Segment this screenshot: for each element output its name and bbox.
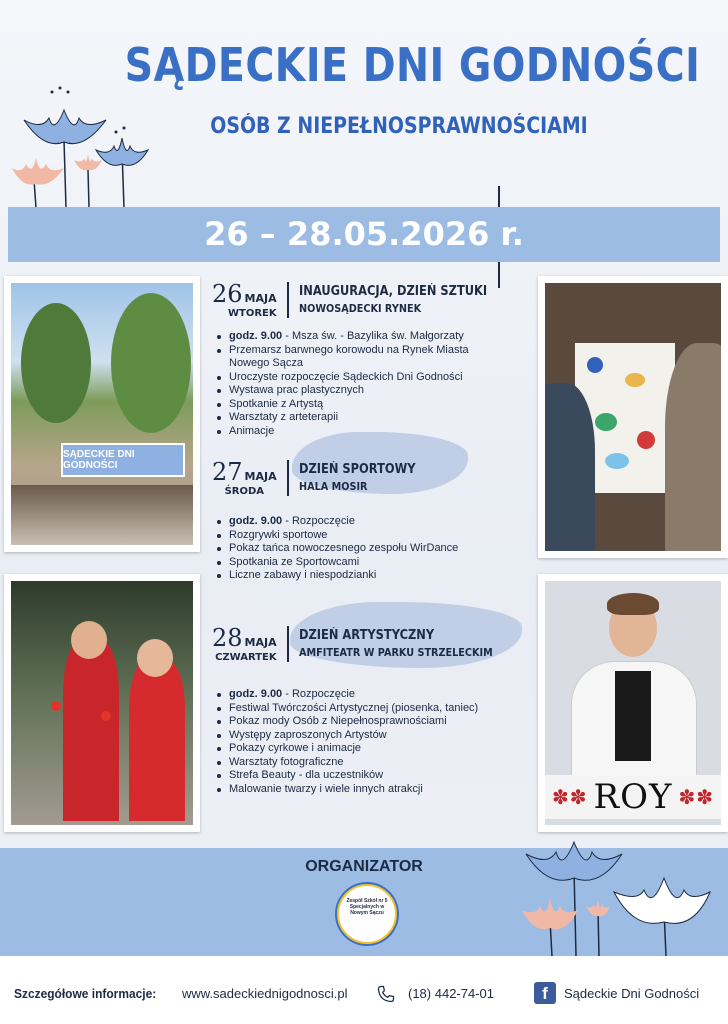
day-month: MAJA [244, 470, 277, 483]
page-title: SĄDECKIE DNI GODNOŚCI [124, 38, 701, 92]
program-item: Występy zaproszonych Artystów [216, 729, 516, 743]
event-title: DZIEŃ SPORTOWY [298, 462, 416, 477]
page-subtitle: OSÓB Z NIEPEŁNOSPRAWNOŚCIAMI [210, 114, 588, 139]
artist-name: ROY [593, 777, 673, 817]
program-item: Pokaz mody Osób z Niepełnosprawnościami [216, 715, 516, 729]
program-item: Uroczyste rozpoczęcie Sądeckich Dni Godności [216, 371, 506, 385]
program-item: Wystawa prac plastycznych [216, 384, 506, 398]
day-27-program [216, 515, 506, 583]
program-item: Animacje [216, 425, 506, 439]
program-item: godz. 9.00 - Rozpoczęcie [216, 515, 506, 529]
program-item: Strefa Beauty - dla uczestników [216, 769, 516, 783]
roy-ornament-icon: ✽✽ [552, 785, 588, 809]
event-place: NOWOSĄDECKI RYNEK [298, 302, 421, 315]
phone-number[interactable]: (18) 442-74-01 [408, 986, 494, 1001]
program-item: godz. 9.00 - Rozpoczęcie [216, 688, 516, 702]
parade-banner-text: SĄDECKIE DNI GODNOŚCI [63, 449, 135, 471]
program-item: Malowanie twarzy i wiele innych atrakcji [216, 783, 516, 797]
day-number: 26 [212, 280, 243, 308]
program-item: Liczne zabawy i niespodzianki [216, 569, 506, 583]
info-label: Szczegółowe informacje: [14, 986, 157, 1001]
program-item: Warsztaty fotograficzne [216, 756, 516, 770]
photo-jugglers [4, 574, 200, 832]
facebook-icon[interactable]: f [534, 982, 556, 1004]
program-item: Rozgrywki sportowe [216, 529, 506, 543]
program-item: Warsztaty z arteterapii [216, 411, 506, 425]
roy-ornament-icon: ✽✽ [678, 785, 714, 809]
date-band [8, 207, 720, 262]
day-separator [287, 460, 289, 496]
website-link[interactable]: www.sadeckiednigodnosci.pl [182, 986, 348, 1001]
day-month: MAJA [244, 292, 277, 305]
day-separator [287, 626, 289, 662]
program-item: Spotkania ze Sportowcami [216, 556, 506, 570]
flower-decoration-top [4, 80, 154, 210]
program-item: Pokaz tańca nowoczesnego zespołu WirDance [216, 542, 506, 556]
organizer-label: ORGANIZATOR [305, 858, 423, 875]
program-item: Spotkanie z Artystą [216, 398, 506, 412]
organizer-logo-text: Zespół Szkół nr 5 Specjalnych w Nowym Sączu [346, 898, 388, 916]
flower-decoration-bottom [514, 830, 714, 956]
event-place: AMFITEATR W PARKU STRZELECKIM [298, 646, 493, 659]
program-item: Przemarsz barwnego korowodu na Rynek Miasta Nowego Sącza [216, 344, 506, 371]
day-26-program [216, 330, 506, 438]
day-28-program [216, 688, 516, 796]
photo-artist [538, 574, 728, 832]
event-title: INAUGURACJA, DZIEŃ SZTUKI [298, 284, 487, 299]
photo-parade [4, 276, 200, 552]
day-month: MAJA [244, 636, 277, 649]
organizer-logo [337, 884, 397, 944]
day-number: 28 [212, 624, 243, 652]
day-number: 27 [212, 458, 243, 486]
facebook-page[interactable]: Sądeckie Dni Godności [564, 986, 700, 1001]
day-header-27 [212, 458, 431, 497]
event-title: DZIEŃ ARTYSTYCZNY [298, 628, 434, 643]
day-weekday: WTOREK [227, 308, 277, 319]
program-item: Festiwal Twórczości Artystycznej (piosenka, taniec) [216, 702, 516, 716]
day-separator [287, 282, 289, 318]
event-place: HALA MOSIR [298, 480, 368, 493]
day-header-28 [212, 624, 519, 663]
photo-painting [538, 276, 728, 558]
day-weekday: ŚRODA [224, 486, 265, 497]
phone-icon [376, 984, 396, 1004]
program-item: Pokazy cyrkowe i animacje [216, 742, 516, 756]
day-header-26 [212, 280, 512, 319]
program-item: godz. 9.00 - Msza św. - Bazylika św. Małgorzaty [216, 330, 506, 344]
event-dates: 26 – 28.05.2026 r. [204, 215, 524, 253]
day-weekday: CZWARTEK [215, 652, 277, 663]
